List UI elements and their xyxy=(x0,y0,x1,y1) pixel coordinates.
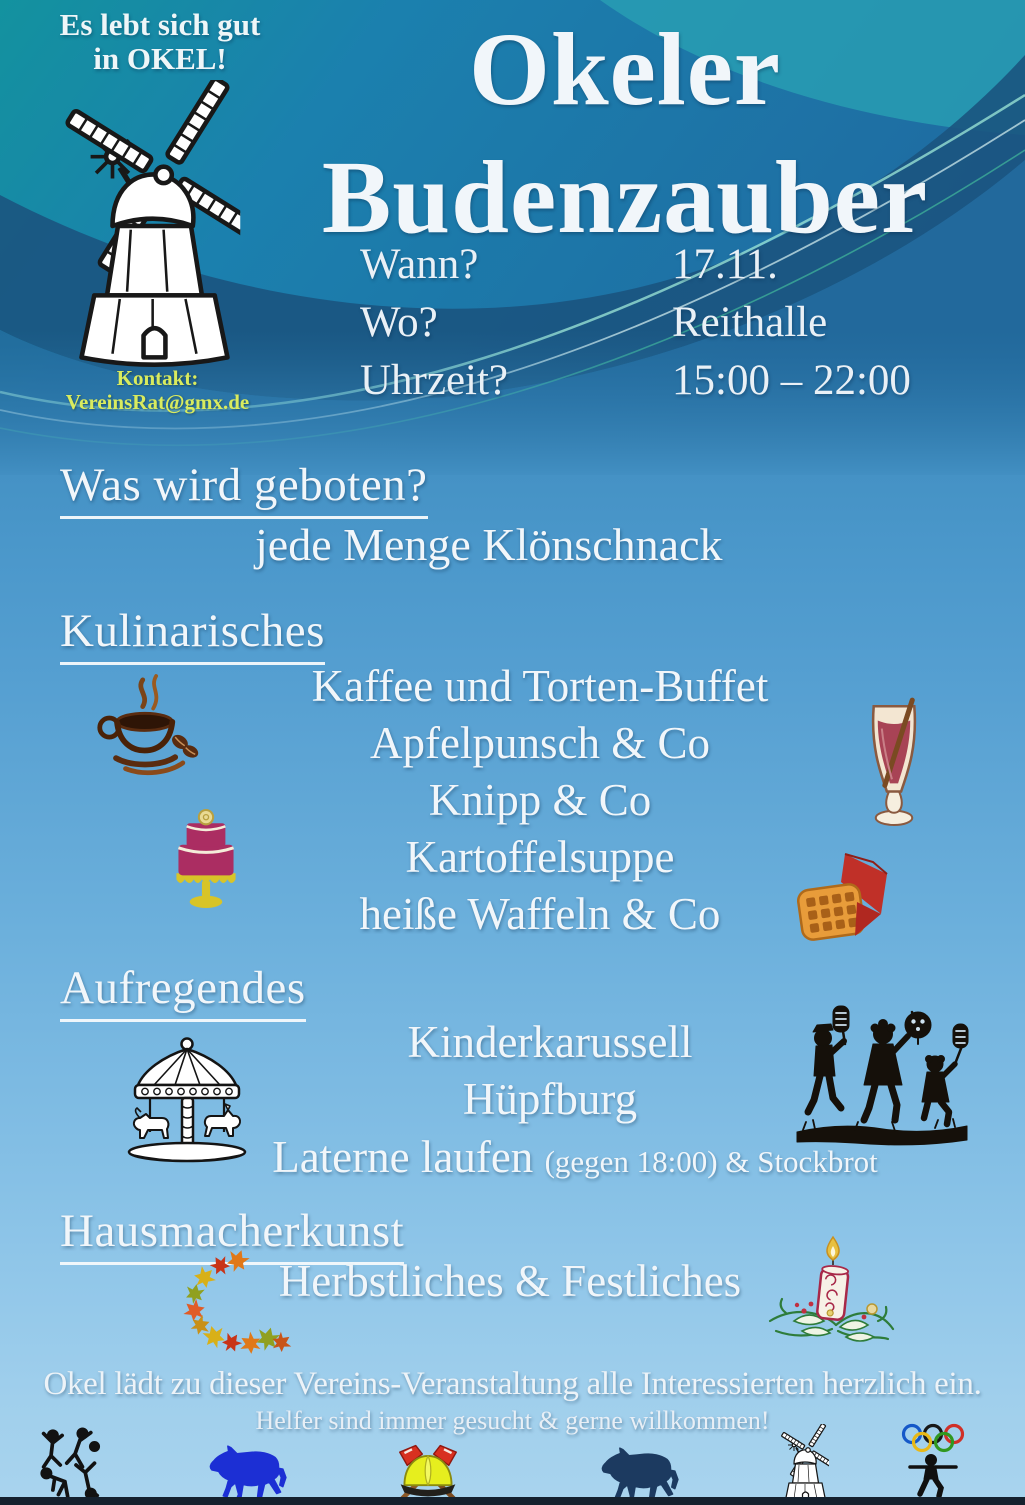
list-item: Knipp & Co xyxy=(428,775,652,825)
hausmacherkunst-item: Herbstliches & Festliches xyxy=(278,1256,742,1306)
footer-helpers: Helfer sind immer gesucht & gerne willkommen! xyxy=(255,1406,770,1435)
waffle-icon xyxy=(795,852,890,942)
question-uhrzeit: Uhrzeit? xyxy=(360,357,509,404)
navy-horse-icon xyxy=(600,1444,684,1502)
cake-icon xyxy=(170,808,242,910)
blue-horse-icon xyxy=(208,1442,292,1500)
answer-date: 17.11. xyxy=(672,241,778,288)
olympic-shooter-icon xyxy=(898,1422,968,1497)
list-item: Apfelpunsch & Co xyxy=(370,718,710,768)
gymnasts-icon xyxy=(33,1428,119,1502)
autumn-leaves-icon xyxy=(180,1252,292,1350)
contact-label: Kontakt: xyxy=(116,366,199,390)
answer-time: 15:00 – 22:00 xyxy=(672,357,911,404)
list-item: Kartoffelsuppe xyxy=(405,832,675,882)
carousel-icon xyxy=(112,1036,262,1166)
hausmacherkunst-heading: Hausmacherkunst xyxy=(60,1204,404,1265)
contact-block xyxy=(25,366,290,414)
list-item: heiße Waffeln & Co xyxy=(359,889,721,939)
bottom-edge-strip xyxy=(0,1497,1025,1505)
poster-title-line1: Okeler xyxy=(468,12,782,127)
windmill-icon xyxy=(55,80,243,372)
list-item: Kinderkarussell xyxy=(407,1017,693,1067)
windmill-small-icon xyxy=(763,1424,845,1504)
section-intro xyxy=(60,458,428,519)
list-item: Hüpfburg xyxy=(462,1074,638,1124)
list-item: Kaffee und Torten-Buffet xyxy=(311,661,769,711)
section-kulinarisches xyxy=(60,604,325,665)
footer-invitation: Okel lädt zu dieser Vereins-Veranstaltung alle Interessierten herzlich ein. xyxy=(43,1366,982,1402)
aufregendes-heading: Aufregendes xyxy=(60,961,306,1022)
candle-icon xyxy=(766,1235,896,1355)
tagline-line2: in OKEL! xyxy=(93,41,227,77)
section-aufregendes xyxy=(60,961,306,1022)
kulinarisches-heading: Kulinarisches xyxy=(60,604,325,665)
coffee-icon xyxy=(95,672,200,787)
tagline-line1: Es lebt sich gut xyxy=(59,7,261,42)
question-wo: Wo? xyxy=(360,299,438,346)
kulinarisches-list xyxy=(210,658,870,943)
punch-glass-icon xyxy=(853,690,935,827)
intro-heading: Was wird geboten? xyxy=(60,458,428,519)
contact-email: VereinsRat@gmx.de xyxy=(65,390,250,415)
fire-helmet-icon xyxy=(385,1438,471,1504)
lantern-children-icon xyxy=(795,1000,970,1150)
laterne-main: Laterne laufen xyxy=(272,1132,545,1182)
laterne-note: (gegen 18:00) & Stockbrot xyxy=(544,1144,878,1179)
aufregendes-list xyxy=(230,1014,870,1128)
question-wann: Wann? xyxy=(360,241,479,288)
answer-location: Reithalle xyxy=(672,299,828,346)
poster-title-line2: Budenzauber xyxy=(321,140,929,255)
intro-item: jede Menge Klönschnack xyxy=(255,519,723,570)
